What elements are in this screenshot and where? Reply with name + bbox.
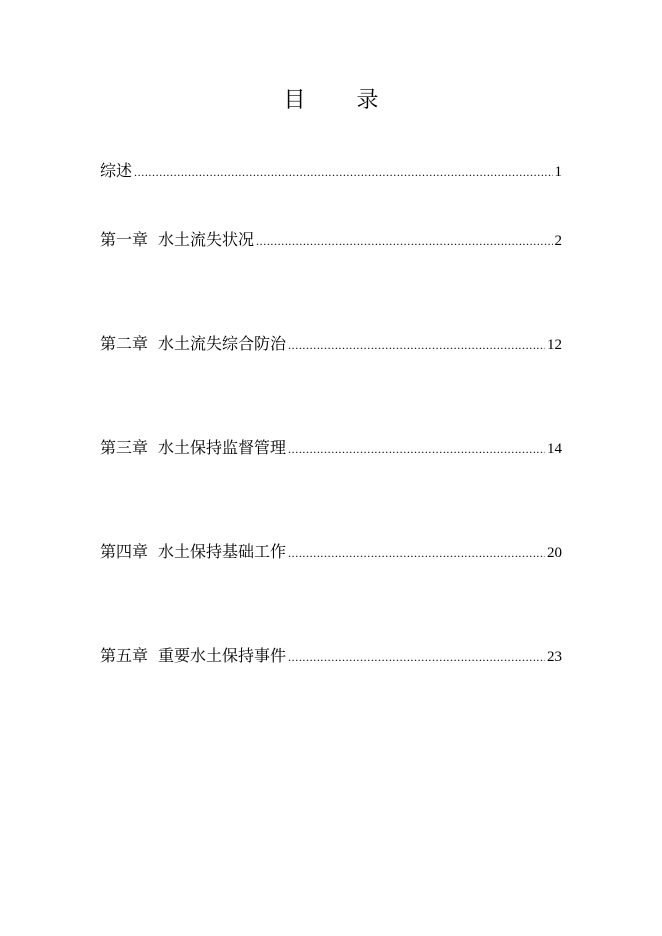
toc-dot-leader bbox=[134, 161, 552, 183]
toc-dot-leader bbox=[288, 438, 545, 460]
toc-page-number: 23 bbox=[547, 649, 562, 665]
toc-entry-text: 水土流失综合防治 bbox=[158, 334, 287, 353]
toc-entry-label bbox=[100, 333, 286, 355]
toc-entry-text: 水土流失状况 bbox=[158, 230, 255, 249]
toc-entry-chapter-3[interactable] bbox=[100, 437, 562, 459]
toc-page-number: 20 bbox=[547, 545, 562, 561]
toc-entry-text: 水土保持监督管理 bbox=[158, 438, 287, 457]
toc-entry-chapter-4[interactable] bbox=[100, 541, 562, 563]
toc-entry-label bbox=[100, 541, 286, 563]
toc-page-number: 12 bbox=[547, 337, 562, 353]
toc-entry-label bbox=[100, 160, 132, 182]
toc-entry-text: 重要水土保持事件 bbox=[158, 646, 287, 665]
toc-entry-text: 水土保持基础工作 bbox=[158, 542, 287, 561]
toc-entry-chapter-1[interactable] bbox=[100, 229, 562, 251]
toc-dot-leader bbox=[288, 646, 545, 668]
toc-page-number: 14 bbox=[547, 441, 562, 457]
toc-chapter-number: 第四章 bbox=[100, 542, 149, 561]
toc-dot-leader bbox=[288, 542, 545, 564]
toc-entry-chapter-5[interactable] bbox=[100, 645, 562, 667]
toc-chapter-number: 第三章 bbox=[100, 438, 149, 457]
toc-dot-leader bbox=[288, 334, 545, 356]
toc-chapter-number: 第二章 bbox=[100, 334, 149, 353]
toc-entry-text: 综述 bbox=[100, 161, 133, 180]
toc-page-number: 2 bbox=[554, 233, 562, 249]
page-title: 目 录 bbox=[283, 88, 401, 113]
toc-entry-label bbox=[100, 229, 254, 251]
toc-chapter-number: 第一章 bbox=[100, 230, 149, 249]
toc-entry-label bbox=[100, 645, 286, 667]
toc-dot-leader bbox=[256, 230, 552, 252]
toc-page-number: 1 bbox=[554, 164, 562, 180]
toc-entry-label bbox=[100, 437, 286, 459]
toc-entry-chapter-2[interactable] bbox=[100, 333, 562, 355]
toc-entry-overview[interactable] bbox=[100, 160, 562, 182]
toc-chapter-number: 第五章 bbox=[100, 646, 149, 665]
